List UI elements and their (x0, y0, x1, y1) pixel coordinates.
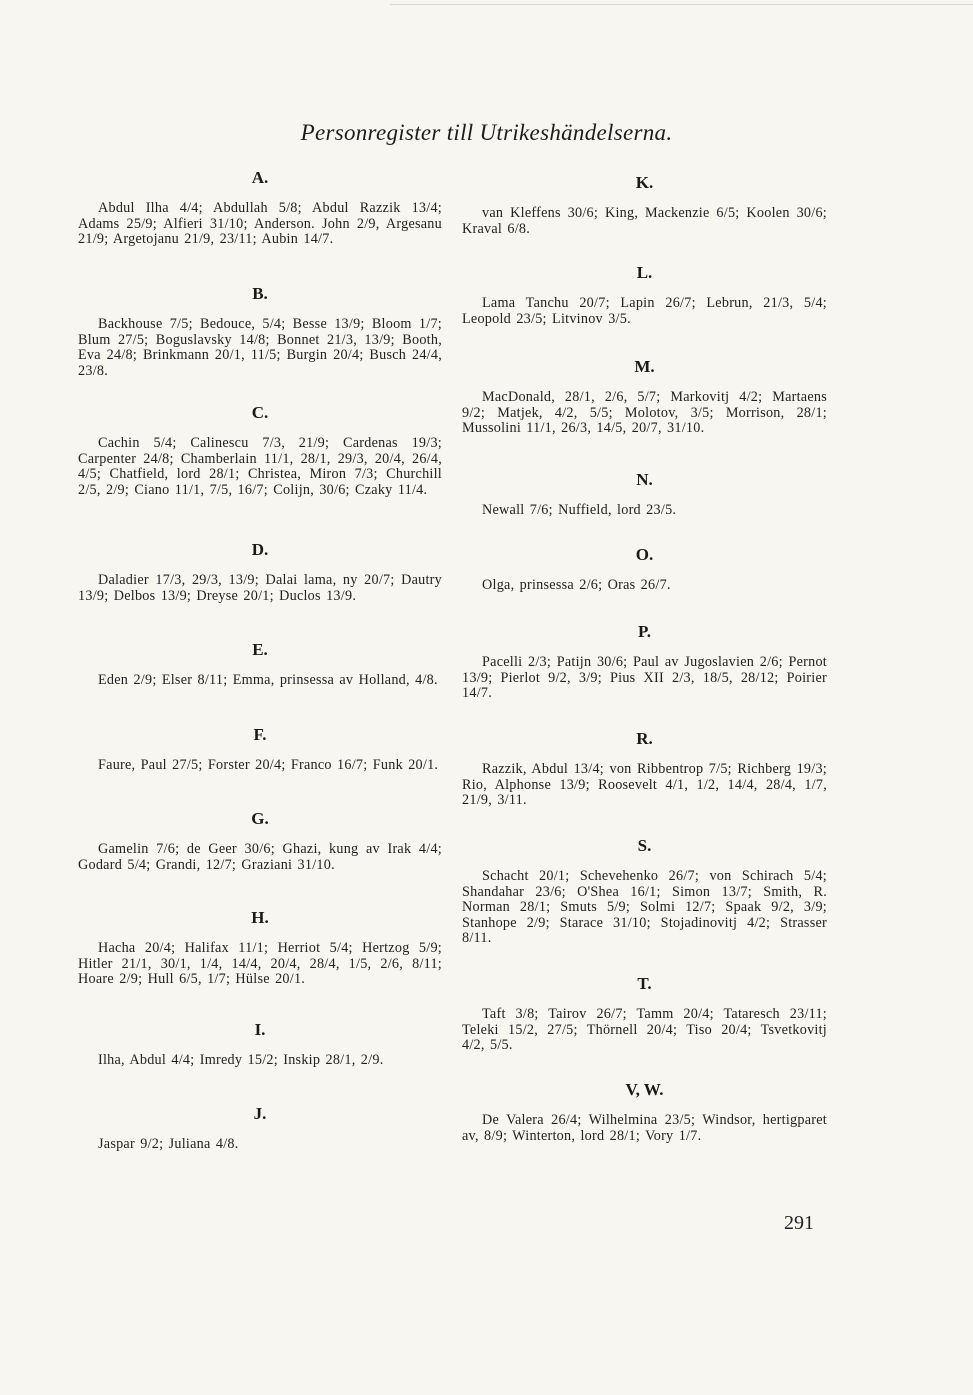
section-entries: Abdul Ilha 4/4; Abdullah 5/8; Abdul Razzik 13/4; Adams 25/9; Alfieri 31/10; Anderson. John 2/9, Argesanu 21/9; Argetojanu 21/9, 23/11; Aubin 14/7. (78, 200, 442, 248)
section-entries: Razzik, Abdul 13/4; von Ribbentrop 7/5; Richberg 19/3; Rio, Alphonse 13/9; Roosevelt 4/1, 1/2, 14/4, 28/4, 1/7, 21/9, 3/11. (462, 761, 827, 809)
section-entries: Hacha 20/4; Halifax 11/1; Herriot 5/4; Hertzog 5/9; Hitler 21/1, 30/1, 1/4, 14/4, 20/4, 28/4, 1/5, 2/6, 8/11; Hoare 2/9; Hull 6/5, 1/7; Hülse 20/1. (78, 940, 442, 988)
section-letter: D. (251, 540, 269, 559)
section-entries: Eden 2/9; Elser 8/11; Emma, prinsessa av Holland, 4/8. (98, 672, 438, 688)
section-letter: J. (253, 1104, 267, 1123)
section-entries: Schacht 20/1; Schevehenko 26/7; von Schirach 5/4; Shandahar 23/6; O'Shea 16/1; Simon 13/7; Smith, R. Norman 28/1; Smuts 5/9; Solmi 12/7; Spaak 9/2, 3/9; Stanhope 2/9; Starace 31/10; Stojadinovitj 4/2; Strasser 8/11. (462, 868, 827, 947)
section-k (462, 173, 827, 237)
section-letter: K. (635, 173, 654, 192)
section-letter: O. (635, 545, 654, 564)
section-letter: E. (252, 640, 268, 659)
section-letter: H. (251, 908, 269, 927)
section-entries: Backhouse 7/5; Bedouce, 5/4; Besse 13/9; Bloom 1/7; Blum 27/5; Boguslavsky 14/8; Bonnet 21/3, 13/9; Booth, Eva 24/8; Brinkmann 20/1, 11/5; Burgin 20/4; Busch 24/4, 23/8. (78, 316, 442, 379)
section-t (462, 974, 827, 1054)
section-m (462, 357, 827, 437)
section-letter: I. (254, 1020, 266, 1039)
section-letter: R. (636, 729, 653, 748)
section-letter: P. (637, 622, 652, 641)
section-h (78, 908, 442, 988)
section-letter: B. (252, 284, 268, 303)
section-entries: MacDonald, 28/1, 2/6, 5/7; Markovitj 4/2; Martaens 9/2; Matjek, 4/2, 5/5; Molotov, 3/5; Morrison, 28/1; Mussolini 11/1, 26/3, 14/5, 20/7, 31/10. (462, 389, 827, 437)
section-j (78, 1104, 442, 1153)
section-letter: F. (253, 725, 267, 744)
section-a (78, 168, 442, 248)
section-n (462, 470, 827, 519)
section-c (78, 403, 442, 498)
section-entries: van Kleffens 30/6; King, Mackenzie 6/5; Koolen 30/6; Kraval 6/8. (462, 205, 827, 237)
section-entries: Lama Tanchu 20/7; Lapin 26/7; Lebrun, 21/3, 5/4; Leopold 23/5; Litvinov 3/5. (462, 295, 827, 327)
section-f (78, 725, 442, 774)
section-entries: Taft 3/8; Tairov 26/7; Tamm 20/4; Tataresch 23/11; Teleki 15/2, 27/5; Thörnell 20/4; Tiso 20/4; Tsvetkovitj 4/2, 5/5. (462, 1006, 827, 1054)
section-letter: G. (251, 809, 269, 828)
section-i (78, 1020, 442, 1069)
section-letter: C. (251, 403, 269, 422)
section-entries: De Valera 26/4; Wilhelmina 23/5; Windsor, hertigparet av, 8/9; Winterton, lord 28/1; Vory 1/7. (462, 1112, 827, 1144)
section-d (78, 540, 442, 604)
section-entries: Ilha, Abdul 4/4; Imredy 15/2; Inskip 28/1, 2/9. (98, 1052, 384, 1068)
section-g (78, 809, 442, 873)
section-l (462, 263, 827, 327)
section-p (462, 622, 827, 702)
section-entries: Daladier 17/3, 29/3, 13/9; Dalai lama, ny 20/7; Dautry 13/9; Delbos 13/9; Dreyse 20/1; Duclos 13/9. (78, 572, 442, 604)
page-title: Personregister till Utrikeshändelserna. (300, 120, 673, 145)
section-entries: Pacelli 2/3; Patijn 30/6; Paul av Jugoslavien 2/6; Pernot 13/9; Pierlot 9/2, 3/9; Pius XII 2/3, 18/5, 28/12; Poirier 14/7. (462, 654, 827, 702)
section-entries: Jaspar 9/2; Juliana 4/8. (98, 1136, 239, 1152)
section-entries: Cachin 5/4; Calinescu 7/3, 21/9; Cardenas 19/3; Carpenter 24/8; Chamberlain 11/1, 28/1, 29/3, 20/4, 26/4, 4/5; Chatfield, lord 28/1; Christea, Miron 7/3; Churchill 2/5, 2/9; Ciano 11/1, 7/5, 16/7; Colijn, 30/6; Czaky 11/4. (78, 435, 442, 498)
section-b (78, 284, 442, 379)
section-letter: N. (636, 470, 653, 489)
section-letter: M. (634, 357, 655, 376)
section-o (462, 545, 827, 594)
top-edge-rule (390, 4, 973, 5)
section-r (462, 729, 827, 809)
section-entries: Gamelin 7/6; de Geer 30/6; Ghazi, kung av Irak 4/4; Godard 5/4; Grandi, 12/7; Graziani 31/10. (78, 841, 442, 873)
section-entries: Olga, prinsessa 2/6; Oras 26/7. (482, 577, 671, 593)
section-entries: Newall 7/6; Nuffield, lord 23/5. (482, 502, 677, 518)
section-s (462, 836, 827, 947)
section-e (78, 640, 442, 689)
section-entries: Faure, Paul 27/5; Forster 20/4; Franco 16/7; Funk 20/1. (98, 757, 439, 773)
section-letter: T. (637, 974, 652, 993)
section-letter: A. (251, 168, 269, 187)
section-letter: L. (636, 263, 653, 282)
page-number: 291 (784, 1212, 814, 1234)
section-letter: V, W. (625, 1080, 664, 1099)
section-letter: S. (637, 836, 652, 855)
section-v-w (462, 1080, 827, 1144)
